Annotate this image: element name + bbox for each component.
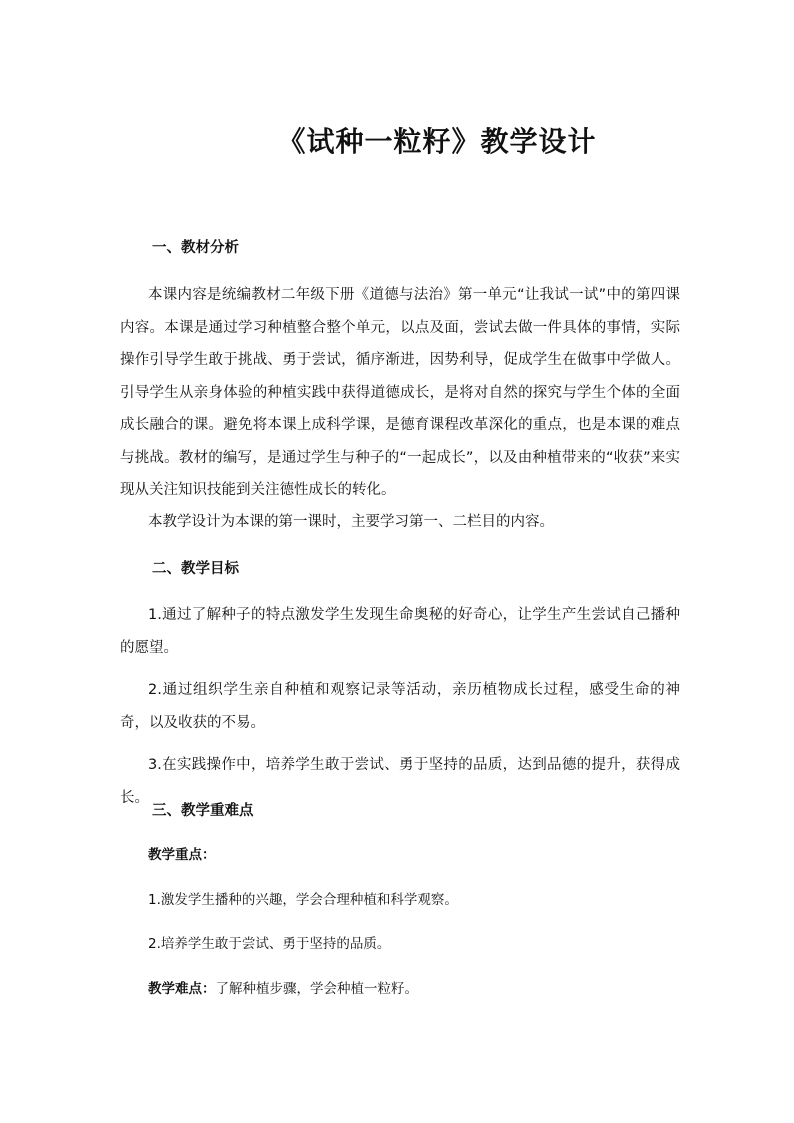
key-point-item bbox=[120, 884, 680, 917]
section-textbook-analysis bbox=[120, 232, 680, 265]
section-key-difficult-points bbox=[120, 795, 680, 828]
section-body bbox=[120, 506, 680, 539]
section-heading: 二、教学目标 bbox=[152, 561, 239, 577]
paragraph: 本教学设计为本课的第一课时，主要学习第一、二栏目的内容。 bbox=[148, 514, 554, 530]
key-points-label: 教学重点： bbox=[148, 847, 216, 863]
section-body bbox=[120, 279, 680, 507]
goal-item bbox=[120, 674, 680, 739]
difficult-point-line bbox=[120, 973, 680, 1006]
paragraph: 1.通过了解种子的特点激发学生发现生命奥秘的好奇心，让学生产生尝试自己播种的愿望。 bbox=[120, 607, 680, 656]
goal-item bbox=[120, 599, 680, 664]
document-title: 《试种一粒籽》教学设计 bbox=[277, 125, 597, 158]
section-heading: 三、教学重难点 bbox=[152, 803, 254, 819]
key-point-text: 1.激发学生播种的兴趣，学会合理种植和科学观察。 bbox=[148, 892, 458, 908]
section-teaching-goals bbox=[120, 553, 680, 586]
key-point-text: 2.培养学生敢于尝试、勇于坚持的品质。 bbox=[148, 936, 391, 952]
key-point-item bbox=[120, 928, 680, 961]
difficult-point-row bbox=[120, 973, 680, 1006]
difficult-point-text: 了解种植步骤，学会种植一粒籽。 bbox=[215, 981, 418, 997]
difficult-point-label: 教学难点： bbox=[148, 981, 216, 997]
paragraph: 2.通过组织学生亲自种植和观察记录等活动，亲历植物成长过程，感受生命的神奇，以及收获的不易。 bbox=[120, 682, 680, 731]
key-points-label-row bbox=[120, 839, 680, 872]
section-heading: 一、教材分析 bbox=[152, 240, 239, 256]
paragraph: 本课内容是统编教材二年级下册《道德与法治》第一单元“让我试一试”中的第四课内容。本课是通过学习种植整合整个单元，以点及面，尝试去做一件具体的事情，实际操作引导学生敢于挑战、勇于尝试，循序渐进，因势利导，促成学生在做事中学做人。引导学生从亲身体验的种植实践中获得道德成长，是将对自然的探究与学生个体的全面成长融合的课。避免将本课上成科学课，是德育课程改革深化的重点，也是本课的难点与挑战。教材的编写，是通过学生与种子的“一起成长”，以及由种植带来的“收获”来实现从关注知识技能到关注德性成长的转化。 bbox=[120, 287, 680, 498]
paragraph: 3.在实践操作中，培养学生敢于尝试、勇于坚持的品质，达到品德的提升，获得成长。 bbox=[120, 757, 680, 806]
